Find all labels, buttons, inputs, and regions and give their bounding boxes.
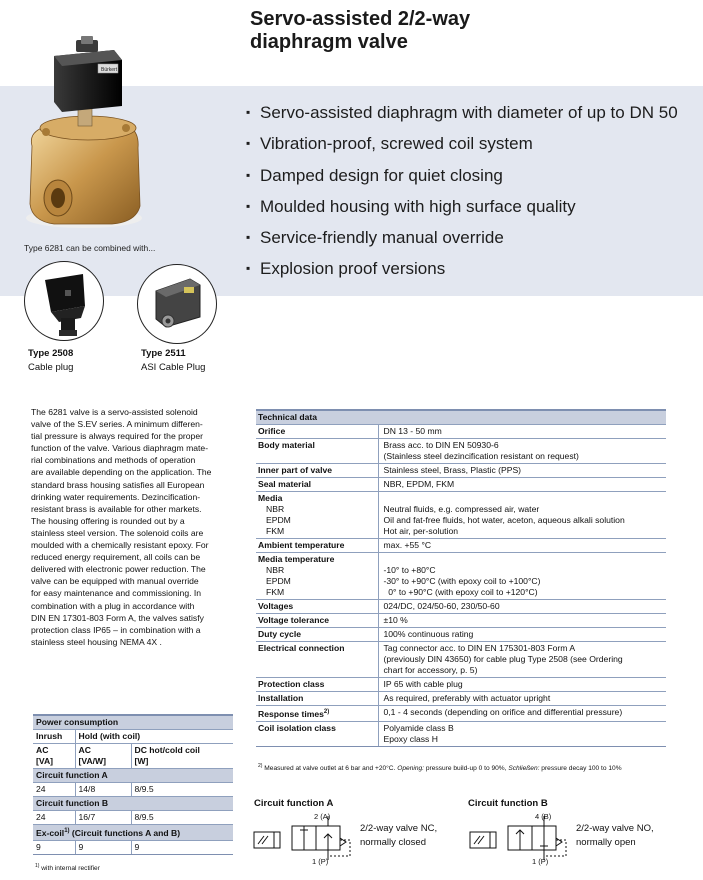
feature-item: ▪ Servo-assisted diaphragm with diameter of up to DN 50 bbox=[246, 97, 703, 128]
table-row: Electrical connection Tag connector acc. to DIN EN 175301-803 Form A (previously DIN 43650) for cable plug Type 2508 (see Ordering chart for accessory, p. 5) bbox=[256, 642, 666, 678]
bullet-icon: ▪ bbox=[246, 230, 251, 245]
table-row: 24 16/7 8/9.5 bbox=[33, 811, 233, 825]
type-2511-image bbox=[137, 264, 217, 344]
technical-data-table bbox=[256, 409, 666, 747]
feature-item: ▪ Damped design for quiet closing bbox=[246, 160, 703, 191]
bullet-icon: ▪ bbox=[246, 136, 251, 151]
bullet-icon: ▪ bbox=[246, 198, 251, 213]
circuit-a-symbol bbox=[250, 816, 355, 860]
table-row: Installation As required, preferably with actuator upright bbox=[256, 692, 666, 706]
circuit-b-port-top: 4 (B) bbox=[535, 812, 552, 821]
circuit-b-title: Circuit function B bbox=[468, 798, 548, 809]
feature-list bbox=[246, 97, 703, 285]
circuit-b-symbol bbox=[466, 816, 571, 860]
table-row: Inner part of valve Stainless steel, Brass, Plastic (PPS) bbox=[256, 464, 666, 478]
table-row: Ambient temperature max. +55 °C bbox=[256, 539, 666, 553]
circuit-a-desc: 2/2-way valve NC, normally closed bbox=[360, 823, 438, 848]
bullet-icon: ▪ bbox=[246, 105, 251, 119]
type-2511-desc: ASI Cable Plug bbox=[141, 362, 206, 373]
circuit-b-port-bottom: 1 (P) bbox=[532, 857, 549, 866]
table-row: Media NBR EPDM FKM Neutral fluids, e.g. compressed air, water Oil and fat-free fluids, hot water, aceton, aqueous alkali solution Hot air, per-solution bbox=[256, 492, 666, 539]
power-consumption-table: Power consumption Inrush Hold (with coil) AC [VA] AC [VA/W] DC hot/cold coil [W] Circuit function A 24 14/8 8/9.5 Circuit function B 24 16/7 8/9.5 Ex-coil$^{1)}$ (Circuit functions A and B) 9 9 9 bbox=[33, 714, 233, 855]
combined-label: Type 6281 can be combined with... bbox=[24, 243, 156, 253]
product-description: The 6281 valve is a servo-assisted solenoid valve of the S.EV series. A minimum differen- tial pressure is always required for the proper function of the valve. Various diaphragm mate- rial combinations and methods of operation are available depending on the application. The standard brass housing satisfies all European drinking water requirements. Dezincification- resistant brass is available for other markets. The housing offering is rounded out by a stainless steel version. The solenoid coils are moulded with a chemically resistant epoxy. For reduced energy requirement, all coils can be delivered with electronic power reduction. The valve can be equipped with manual override for easy maintenance and commissioning. In combination with a plug in accordance with DIN EN 17301-803 Form A, the valves satisfy protection class IP65 – in combination with a stainless steel housing NEMA 4X . bbox=[31, 407, 212, 647]
table-row: Protection class IP 65 with cable plug bbox=[256, 678, 666, 692]
circuit-a-title: Circuit function A bbox=[254, 798, 334, 809]
feature-item: ▪ Moulded housing with high surface quality bbox=[246, 191, 703, 222]
bullet-icon: ▪ bbox=[246, 261, 251, 276]
table-row: Response times$^{2)}$ 0,1 - 4 seconds (depending on orifice and differential pressure) bbox=[256, 706, 666, 722]
feature-item: ▪ Vibration-proof, screwed coil system bbox=[246, 128, 703, 159]
power-footnote: $^{1)}$ with internal rectifier bbox=[35, 863, 100, 873]
type-2508-image bbox=[24, 261, 104, 341]
circuit-b-desc: 2/2-way valve NO, normally open bbox=[576, 823, 654, 848]
tech-header: Technical data bbox=[256, 410, 666, 425]
table-row: Voltages 024/DC, 024/50-60, 230/50-60 bbox=[256, 600, 666, 614]
type-2511-name: Type 2511 bbox=[141, 348, 186, 359]
type-2508-desc: Cable plug bbox=[28, 362, 74, 373]
brand-badge: Bürkert bbox=[101, 67, 118, 73]
type-2508-name: Type 2508 bbox=[28, 348, 74, 359]
circuit-a-port-bottom: 1 (P) bbox=[312, 857, 329, 866]
circuit-a-port-top: 2 (A) bbox=[314, 812, 331, 821]
table-row: Seal material NBR, EPDM, FKM bbox=[256, 478, 666, 492]
valve-product-image bbox=[18, 36, 150, 236]
tech-footnote: $^{2)}$ Measured at valve outlet at 6 bar and +20°C. Opening: pressure build-up 0 to 90%, Schließen: pressure decay 100 to 10% bbox=[258, 763, 622, 773]
table-row: Voltage tolerance ±10 % bbox=[256, 614, 666, 628]
feature-item: ▪ Service-friendly manual override bbox=[246, 222, 703, 253]
table-row: 24 14/8 8/9.5 bbox=[33, 783, 233, 797]
table-row: Body material Brass acc. to DIN EN 50930-6 (Stainless steel dezincification resistant on request) bbox=[256, 439, 666, 464]
bullet-icon: ▪ bbox=[246, 167, 251, 182]
table-row: Orifice DN 13 - 50 mm bbox=[256, 425, 666, 439]
table-row: Coil isolation class Polyamide class B Epoxy class H bbox=[256, 721, 666, 746]
table-row: Media temperature NBR EPDM FKM -10° to +80°C -30° to +90°C (with epoxy coil to +100°C) 0° to +90°C (with epoxy coil to +120°C) bbox=[256, 553, 666, 600]
table-row: 9 9 9 bbox=[33, 840, 233, 854]
table-row: Duty cycle 100% continuous rating bbox=[256, 628, 666, 642]
feature-item: ▪ Explosion proof versions bbox=[246, 253, 703, 284]
page-title: Servo-assisted 2/2-way diaphragm valve bbox=[250, 8, 471, 53]
